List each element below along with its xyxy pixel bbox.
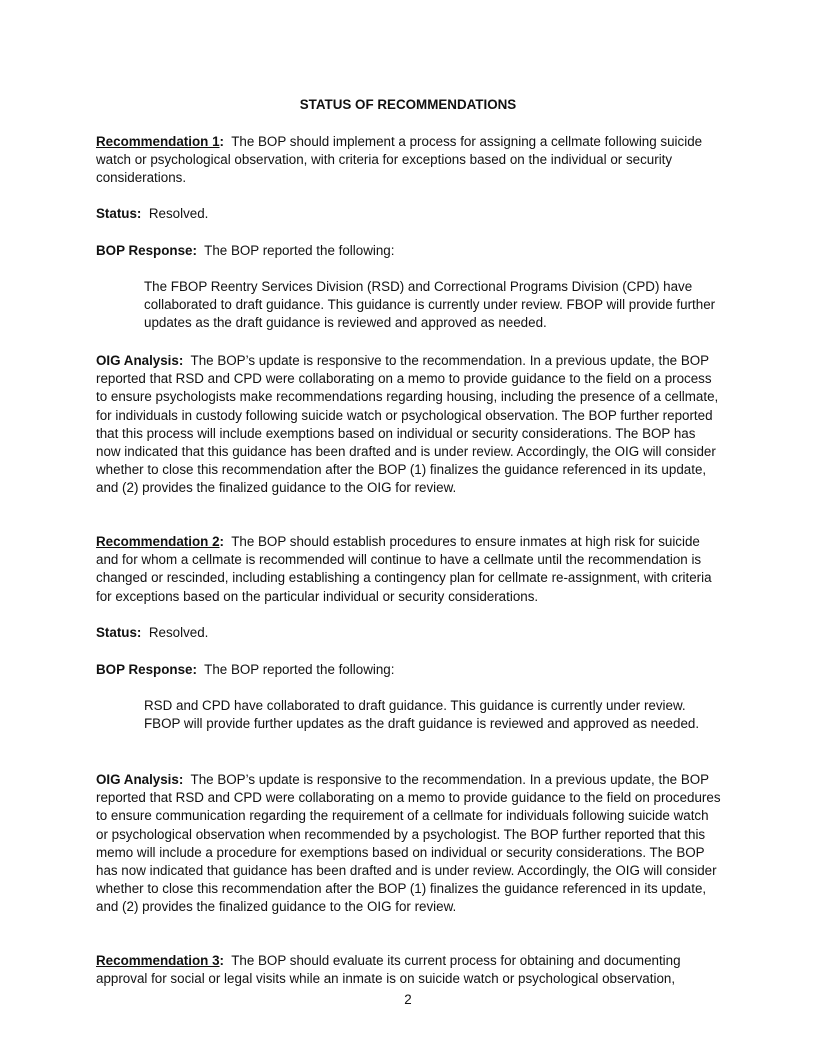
recommendation-1-label: Recommendation 1 — [96, 134, 220, 149]
bop-response-label: BOP Response: — [96, 243, 197, 258]
recommendation-3-label: Recommendation 3 — [96, 953, 220, 968]
recommendation-3 — [96, 952, 722, 988]
recommendation-2-text: The BOP should establish procedures to ensure inmates at high risk for suicide and for whom a cellmate is recommended will continue to have a cellmate until the recommendation is changed or rescinded, including establishing a contingency plan for cellmate re-assignment, with criteria for exceptions based on the particular individual or security considerations. — [96, 534, 712, 604]
recommendation-2-label: Recommendation 2 — [96, 534, 220, 549]
status-value: Resolved. — [148, 206, 209, 221]
page-number: 2 — [404, 992, 412, 1007]
recommendation-3-colon: : — [219, 953, 224, 968]
recommendation-1-response-quote: The FBOP Reentry Services Division (RSD) and Correctional Programs Division (CPD) have collaborated to draft guidance. This guidance is currently under review. FBOP will provide further updates as the draft guidance is reviewed and approved as needed. — [144, 279, 716, 331]
recommendation-2-bop-response — [96, 661, 722, 679]
recommendation-1-oig-analysis — [96, 352, 722, 498]
oig-analysis-text: The BOP’s update is responsive to the recommendation. In a previous update, the BOP reported that RSD and CPD were collaborating on a memo to provide guidance to the field on a process to ensure psychologists make recommendations regarding housing, including the presence of a cellmate, for individuals in custody following suicide watch or psychological observation. The BOP further reported that this process will include exemptions based on individual or security considerations. The BOP has now indicated that this guidance has been drafted and is under review. Accordingly, the OIG will consider whether to close this recommendation after the BOP (1) finalizes the guidance referenced in its update, and (2) provides the finalized guidance to the OIG for review. — [96, 353, 719, 496]
bop-response-intro: The BOP reported the following: — [204, 243, 395, 258]
page-title: STATUS OF RECOMMENDATIONS — [299, 97, 517, 112]
status-label: Status: — [96, 206, 142, 221]
status-label: Status: — [96, 625, 142, 640]
recommendation-2-colon: : — [219, 534, 224, 549]
recommendation-1-colon: : — [219, 134, 224, 149]
recommendation-2-response-quote: RSD and CPD have collaborated to draft guidance. This guidance is currently under review. FBOP will provide further updates as the draft guidance is reviewed and approved as needed. — [144, 698, 700, 732]
recommendation-1-bop-response — [96, 242, 722, 260]
recommendation-1-status — [96, 205, 722, 223]
recommendation-2-status — [96, 624, 722, 642]
recommendation-1 — [96, 133, 722, 188]
recommendation-2-oig-analysis — [96, 771, 722, 917]
recommendation-3-text: The BOP should evaluate its current process for obtaining and documenting approval for social or legal visits while an inmate is on suicide watch or psychological observation, — [96, 953, 681, 987]
oig-analysis-label: OIG Analysis: — [96, 353, 184, 368]
recommendation-2 — [96, 533, 722, 606]
oig-analysis-text: The BOP’s update is responsive to the recommendation. In a previous update, the BOP reported that RSD and CPD were collaborating on a memo to provide guidance to the field on procedures to ensure communication regarding the requirement of a cellmate for individuals following suicide watch or psychological observation when recommended by a psychologist. The BOP further reported that this memo will include a procedure for exemptions based on individual or security considerations. The BOP has now indicated that guidance has been drafted and is under review. Accordingly, the OIG will consider whether to close this recommendation after the BOP (1) finalizes the guidance referenced in its update, and (2) provides the finalized guidance to the OIG for review. — [96, 772, 721, 915]
status-value: Resolved. — [148, 625, 209, 640]
oig-analysis-label: OIG Analysis: — [96, 772, 184, 787]
bop-response-intro: The BOP reported the following: — [204, 662, 395, 677]
recommendation-1-text: The BOP should implement a process for assigning a cellmate following suicide watch or psychological observation, with criteria for exceptions based on the individual or security considerations. — [96, 134, 703, 186]
bop-response-label: BOP Response: — [96, 662, 197, 677]
